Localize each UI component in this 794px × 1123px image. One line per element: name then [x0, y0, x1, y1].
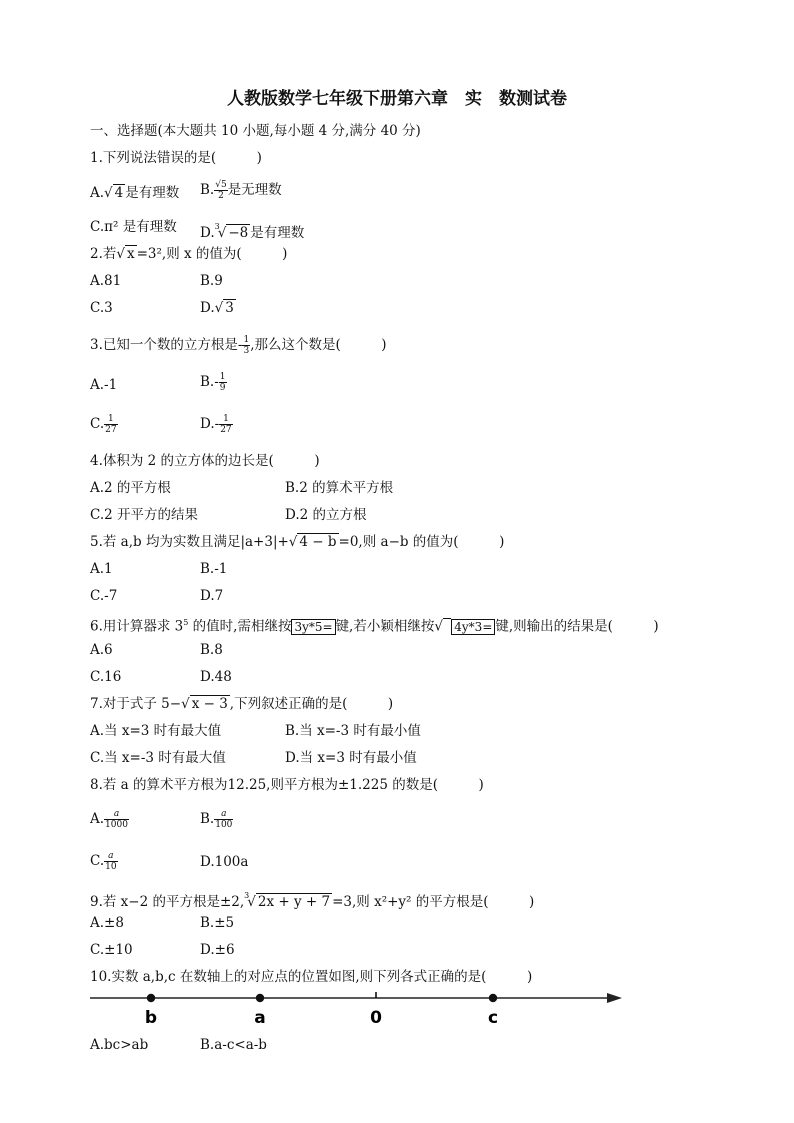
question-6-option-a: A.6: [90, 642, 113, 658]
question-1-option-a: A.√ 4 是有理数: [90, 185, 180, 201]
question-2-stem: 2.若√ x =3²,则 x 的值为( ): [90, 246, 288, 262]
label-a: a: [254, 1008, 266, 1028]
question-9-option-a: A.±8: [90, 915, 124, 931]
question-8-option-c: C. $\frac{a}{10}$: [90, 851, 117, 872]
question-3-option-c: C. $\frac{1}{27}$: [90, 414, 117, 435]
question-3-option-d: D.- $\frac{1}{27}$: [200, 414, 232, 435]
question-1-stem: 1.下列说法错误的是( ): [90, 150, 262, 166]
question-10-option-b: B.a-c<a-b: [200, 1037, 267, 1053]
question-6-option-d: D.48: [200, 669, 232, 685]
question-2-option-c: C.3: [90, 300, 113, 316]
question-2-option-b: B.9: [200, 273, 223, 289]
question-7-stem: 7.对于式子 5−√ x − 3 ,下列叙述正确的是( ): [90, 696, 394, 712]
question-10-option-a: A.bc>ab: [90, 1037, 149, 1053]
label-c: c: [487, 1008, 499, 1028]
point-b: [147, 994, 155, 1002]
question-5-option-a: A.1: [90, 561, 113, 577]
number-line-figure: [85, 985, 630, 1030]
question-7-option-b: B.当 x=-3 时有最小值: [285, 723, 421, 739]
question-9-option-d: D.±6: [200, 942, 235, 958]
question-9-option-c: C.±10: [90, 942, 133, 958]
question-1-option-b: B. $\frac{√5}{2}$ 是无理数: [200, 180, 282, 201]
question-4-option-a: A.2 的平方根: [90, 480, 171, 496]
label-origin: 0: [370, 1008, 382, 1028]
question-5-stem: 5.若 a,b 均为实数且满足|a+3|+√ 4 − b =0,则 a−b 的值为( ): [90, 534, 505, 550]
question-5-option-c: C.-7: [90, 588, 118, 604]
question-4-option-b: B.2 的算术平方根: [285, 480, 394, 496]
point-c: [489, 994, 497, 1002]
section-heading: 一、选择题(本大题共 10 小题,每小题 4 分,满分 40 分): [90, 123, 421, 139]
question-6-stem: 6.用计算器求 $3^5$ 的值时,需相继按 3y*5= 键,若小颖相继按√ 4y*3= 键,则输出的结果是( ): [90, 618, 659, 635]
question-6-option-b: B.8: [200, 642, 223, 658]
question-7-option-c: C.当 x=-3 时有最大值: [90, 750, 226, 766]
question-9-stem: 9.若 x−2 的平方根是±2,$^3$√ 2x + y + 7 =3,则 x²+y² 的平方根是( ): [90, 891, 535, 910]
question-3-option-b: B.- $\frac{1}{9}$: [200, 372, 226, 393]
question-4-stem: 4.体积为 2 的立方体的边长是( ): [90, 453, 320, 469]
question-3-stem: 3.已知一个数的立方根是- $\frac{1}{3}$ ,那么这个数是( ): [90, 335, 387, 356]
question-4-option-c: C.2 开平方的结果: [90, 507, 199, 523]
question-8-stem: 8.若 a 的算术平方根为12.25,则平方根为±1.225 的数是( ): [90, 777, 484, 793]
question-8-option-a: A. $\frac{a}{1000}$: [90, 809, 128, 830]
question-2-option-a: A.81: [90, 273, 122, 289]
question-7-option-d: D.当 x=3 时有最小值: [285, 750, 417, 766]
question-5-option-d: D.7: [200, 588, 224, 604]
question-4-option-d: D.2 的立方根: [285, 507, 367, 523]
number-line-arrow: [607, 993, 622, 1003]
question-2-option-d: D.√ 3: [200, 300, 234, 316]
question-10-stem: 10.实数 a,b,c 在数轴上的对应点的位置如图,则下列各式正确的是( ): [90, 969, 533, 985]
question-8-option-b: B. $\frac{a}{100}$: [200, 809, 233, 830]
question-6-option-c: C.16: [90, 669, 122, 685]
question-1-option-d: D.$^3$√ −8 是有理数: [200, 222, 305, 241]
question-8-option-d: D.100a: [200, 854, 249, 870]
question-9-option-b: B.±5: [200, 915, 235, 931]
page-title: 人教版数学七年级下册第六章 实 数测试卷: [227, 89, 567, 109]
point-a: [256, 994, 264, 1002]
question-7-option-a: A.当 x=3 时有最大值: [90, 723, 222, 739]
question-1-option-c: C.π² 是有理数: [90, 219, 177, 235]
question-5-option-b: B.-1: [200, 561, 228, 577]
question-3-option-a: A.-1: [90, 377, 118, 393]
label-b: b: [144, 1008, 158, 1028]
